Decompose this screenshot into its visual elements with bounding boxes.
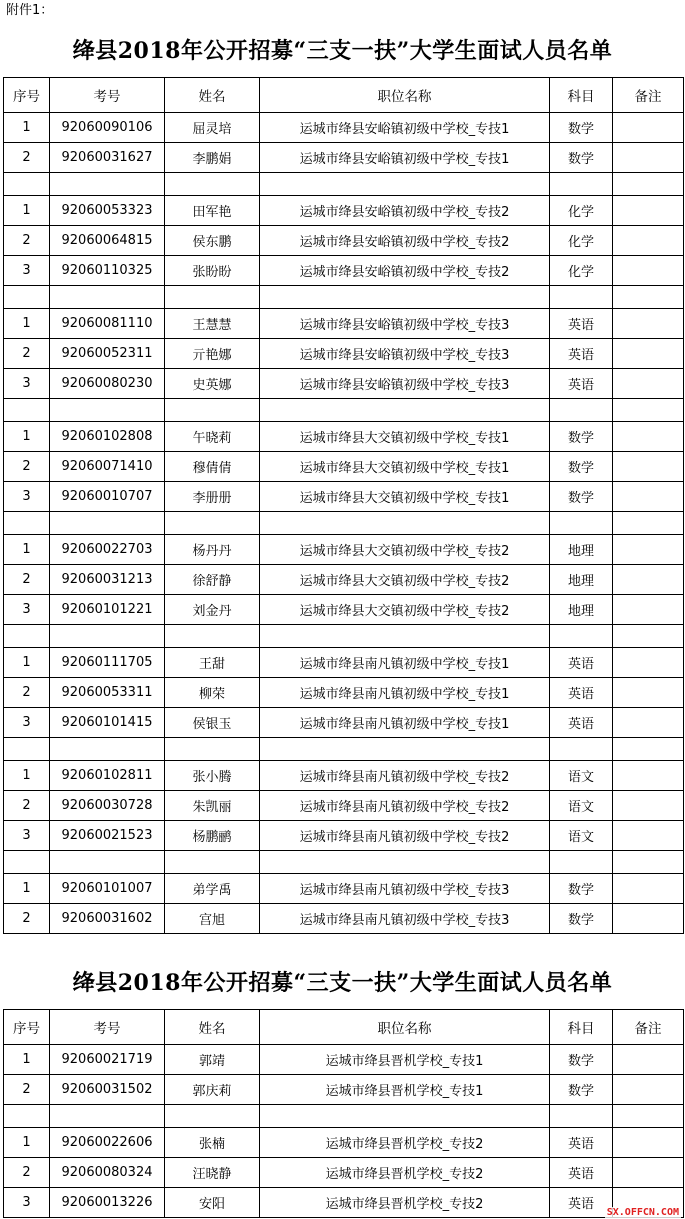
table-row [4, 369, 684, 399]
table-row [4, 1075, 684, 1105]
remarks-cell [613, 1158, 684, 1188]
table-row [4, 761, 684, 791]
seq-cell: 2 [4, 339, 50, 369]
table-row [4, 874, 684, 904]
group-spacer-row [4, 738, 684, 761]
name-cell: 张小腾 [165, 761, 260, 791]
empty-cell [550, 399, 613, 422]
remarks-cell [613, 821, 684, 851]
empty-cell [613, 625, 684, 648]
header-name: 姓名 [165, 1010, 260, 1045]
exam-number-cell: 92060081110 [50, 309, 165, 339]
position-cell: 运城市绛县大交镇初级中学校_专技2 [260, 535, 550, 565]
table-row [4, 196, 684, 226]
empty-cell [50, 1105, 165, 1128]
exam-number-cell: 92060010707 [50, 482, 165, 512]
table-row [4, 1188, 684, 1218]
attachment-label: 附件1： [6, 3, 54, 18]
exam-number-cell: 92060031502 [50, 1075, 165, 1105]
seq-cell: 3 [4, 1188, 50, 1218]
name-cell: 郭靖 [165, 1045, 260, 1075]
subject-cell: 英语 [550, 708, 613, 738]
remarks-cell [613, 452, 684, 482]
empty-cell [550, 851, 613, 874]
position-cell: 运城市绛县安峪镇初级中学校_专技2 [260, 226, 550, 256]
name-cell: 杨丹丹 [165, 535, 260, 565]
exam-number-cell: 92060102808 [50, 422, 165, 452]
group-spacer-row [4, 399, 684, 422]
name-cell: 午晓莉 [165, 422, 260, 452]
subject-cell: 化学 [550, 196, 613, 226]
interview-table-2 [3, 1009, 684, 1218]
empty-cell [613, 1105, 684, 1128]
name-cell: 安阳 [165, 1188, 260, 1218]
remarks-cell [613, 226, 684, 256]
empty-cell [613, 286, 684, 309]
exam-number-cell: 92060080230 [50, 369, 165, 399]
empty-cell [550, 625, 613, 648]
subject-cell: 英语 [550, 339, 613, 369]
subject-cell: 语文 [550, 761, 613, 791]
seq-cell: 2 [4, 791, 50, 821]
header-subject: 科目 [550, 1010, 613, 1045]
group-spacer-row [4, 286, 684, 309]
section-title: 绛县2018年公开招募“三支一扶”大学生面试人员名单 [72, 970, 613, 996]
remarks-cell [613, 143, 684, 173]
empty-cell [50, 851, 165, 874]
seq-cell: 2 [4, 1158, 50, 1188]
exam-number-cell: 92060030728 [50, 791, 165, 821]
header-position: 职位名称 [260, 1010, 550, 1045]
name-cell: 田军艳 [165, 196, 260, 226]
seq-cell: 3 [4, 708, 50, 738]
exam-number-cell: 92060013226 [50, 1188, 165, 1218]
subject-cell: 数学 [550, 143, 613, 173]
group-spacer-row [4, 625, 684, 648]
empty-cell [4, 286, 50, 309]
subject-cell: 语文 [550, 791, 613, 821]
header-position: 职位名称 [260, 78, 550, 113]
empty-cell [613, 738, 684, 761]
position-cell: 运城市绛县南凡镇初级中学校_专技1 [260, 648, 550, 678]
position-cell: 运城市绛县晋机学校_专技2 [260, 1158, 550, 1188]
empty-cell [4, 1105, 50, 1128]
position-cell: 运城市绛县大交镇初级中学校_专技2 [260, 595, 550, 625]
remarks-cell [613, 874, 684, 904]
table-row [4, 143, 684, 173]
remarks-cell [613, 422, 684, 452]
position-cell: 运城市绛县安峪镇初级中学校_专技2 [260, 196, 550, 226]
table-row [4, 482, 684, 512]
exam-number-cell: 92060022703 [50, 535, 165, 565]
empty-cell [50, 625, 165, 648]
header-remarks: 备注 [613, 78, 684, 113]
table-row [4, 1158, 684, 1188]
subject-cell: 语文 [550, 821, 613, 851]
exam-number-cell: 92060071410 [50, 452, 165, 482]
remarks-cell [613, 535, 684, 565]
seq-cell: 2 [4, 452, 50, 482]
empty-cell [4, 512, 50, 535]
subject-cell: 数学 [550, 874, 613, 904]
name-cell: 王慧慧 [165, 309, 260, 339]
position-cell: 运城市绛县南凡镇初级中学校_专技1 [260, 708, 550, 738]
remarks-cell [613, 904, 684, 934]
name-cell: 史英娜 [165, 369, 260, 399]
empty-cell [260, 512, 550, 535]
table-row [4, 535, 684, 565]
position-cell: 运城市绛县安峪镇初级中学校_专技3 [260, 369, 550, 399]
position-cell: 运城市绛县安峪镇初级中学校_专技3 [260, 309, 550, 339]
remarks-cell [613, 196, 684, 226]
seq-cell: 2 [4, 904, 50, 934]
group-spacer-row [4, 512, 684, 535]
name-cell: 徐舒静 [165, 565, 260, 595]
position-cell: 运城市绛县安峪镇初级中学校_专技1 [260, 113, 550, 143]
table-row [4, 256, 684, 286]
empty-cell [260, 286, 550, 309]
exam-number-cell: 92060111705 [50, 648, 165, 678]
empty-cell [550, 512, 613, 535]
position-cell: 运城市绛县大交镇初级中学校_专技1 [260, 422, 550, 452]
watermark: SX.OFFCN.COM [606, 1207, 679, 1218]
remarks-cell [613, 339, 684, 369]
empty-cell [4, 738, 50, 761]
exam-number-cell: 92060053323 [50, 196, 165, 226]
subject-cell: 数学 [550, 113, 613, 143]
table-row [4, 648, 684, 678]
empty-cell [4, 173, 50, 196]
remarks-cell [613, 648, 684, 678]
exam-number-cell: 92060021523 [50, 821, 165, 851]
subject-cell: 化学 [550, 226, 613, 256]
table-row [4, 113, 684, 143]
header-seq: 序号 [4, 78, 50, 113]
empty-cell [550, 1105, 613, 1128]
remarks-cell [613, 1128, 684, 1158]
name-cell: 杨鹏鹂 [165, 821, 260, 851]
table-header-row [4, 78, 684, 113]
empty-cell [613, 851, 684, 874]
subject-cell: 英语 [550, 1188, 613, 1218]
empty-cell [260, 173, 550, 196]
empty-cell [165, 286, 260, 309]
remarks-cell [613, 369, 684, 399]
header-exam-number: 考号 [50, 78, 165, 113]
seq-cell: 3 [4, 595, 50, 625]
seq-cell: 2 [4, 1075, 50, 1105]
name-cell: 弟学禹 [165, 874, 260, 904]
exam-number-cell: 92060101415 [50, 708, 165, 738]
subject-cell: 地理 [550, 595, 613, 625]
seq-cell: 3 [4, 482, 50, 512]
name-cell: 汪晓静 [165, 1158, 260, 1188]
subject-cell: 英语 [550, 309, 613, 339]
empty-cell [550, 738, 613, 761]
seq-cell: 2 [4, 143, 50, 173]
exam-number-cell: 92060110325 [50, 256, 165, 286]
empty-cell [550, 286, 613, 309]
interview-table [3, 77, 684, 934]
seq-cell: 1 [4, 309, 50, 339]
exam-number-cell: 92060031627 [50, 143, 165, 173]
empty-cell [165, 173, 260, 196]
subject-cell: 英语 [550, 648, 613, 678]
position-cell: 运城市绛县安峪镇初级中学校_专技1 [260, 143, 550, 173]
header-exam-number: 考号 [50, 1010, 165, 1045]
name-cell: 柳荣 [165, 678, 260, 708]
name-cell: 王甜 [165, 648, 260, 678]
header-subject: 科目 [550, 78, 613, 113]
position-cell: 运城市绛县南凡镇初级中学校_专技2 [260, 791, 550, 821]
name-cell: 侯东鹏 [165, 226, 260, 256]
empty-cell [165, 399, 260, 422]
subject-cell: 英语 [550, 1158, 613, 1188]
subject-cell: 数学 [550, 1045, 613, 1075]
remarks-cell [613, 708, 684, 738]
position-cell: 运城市绛县大交镇初级中学校_专技1 [260, 452, 550, 482]
remarks-cell [613, 761, 684, 791]
table-row [4, 708, 684, 738]
table-row [4, 452, 684, 482]
position-cell: 运城市绛县晋机学校_专技2 [260, 1128, 550, 1158]
name-cell: 李册册 [165, 482, 260, 512]
table-row [4, 595, 684, 625]
header-name: 姓名 [165, 78, 260, 113]
empty-cell [613, 512, 684, 535]
table-row [4, 339, 684, 369]
name-cell: 亓艳娜 [165, 339, 260, 369]
remarks-cell [613, 565, 684, 595]
table-row [4, 904, 684, 934]
seq-cell: 3 [4, 821, 50, 851]
subject-cell: 数学 [550, 482, 613, 512]
exam-number-cell: 92060052311 [50, 339, 165, 369]
name-cell: 穆倩倩 [165, 452, 260, 482]
subject-cell: 英语 [550, 678, 613, 708]
empty-cell [165, 738, 260, 761]
seq-cell: 1 [4, 113, 50, 143]
position-cell: 运城市绛县晋机学校_专技1 [260, 1045, 550, 1075]
exam-number-cell: 92060022606 [50, 1128, 165, 1158]
position-cell: 运城市绛县南凡镇初级中学校_专技3 [260, 874, 550, 904]
group-spacer-row [4, 1105, 684, 1128]
remarks-cell [613, 1075, 684, 1105]
remarks-cell [613, 309, 684, 339]
subject-cell: 数学 [550, 452, 613, 482]
empty-cell [613, 399, 684, 422]
table-row [4, 226, 684, 256]
remarks-cell [613, 113, 684, 143]
header-remarks: 备注 [613, 1010, 684, 1045]
empty-cell [50, 738, 165, 761]
name-cell: 朱凯丽 [165, 791, 260, 821]
subject-cell: 英语 [550, 1128, 613, 1158]
subject-cell: 英语 [550, 369, 613, 399]
empty-cell [613, 173, 684, 196]
seq-cell: 3 [4, 256, 50, 286]
subject-cell: 化学 [550, 256, 613, 286]
remarks-cell [613, 1045, 684, 1075]
table-row [4, 422, 684, 452]
subject-cell: 地理 [550, 565, 613, 595]
empty-cell [260, 1105, 550, 1128]
remarks-cell [613, 595, 684, 625]
seq-cell: 1 [4, 535, 50, 565]
empty-cell [165, 512, 260, 535]
name-cell: 刘金丹 [165, 595, 260, 625]
table-row [4, 791, 684, 821]
subject-cell: 数学 [550, 422, 613, 452]
remarks-cell [613, 256, 684, 286]
remarks-cell [613, 678, 684, 708]
exam-number-cell: 92060080324 [50, 1158, 165, 1188]
position-cell: 运城市绛县大交镇初级中学校_专技1 [260, 482, 550, 512]
empty-cell [165, 851, 260, 874]
empty-cell [50, 512, 165, 535]
exam-number-cell: 92060053311 [50, 678, 165, 708]
position-cell: 运城市绛县晋机学校_专技1 [260, 1075, 550, 1105]
exam-number-cell: 92060101007 [50, 874, 165, 904]
subject-cell: 地理 [550, 535, 613, 565]
group-spacer-row [4, 173, 684, 196]
group-spacer-row [4, 851, 684, 874]
seq-cell: 3 [4, 369, 50, 399]
name-cell: 郭庆莉 [165, 1075, 260, 1105]
position-cell: 运城市绛县南凡镇初级中学校_专技2 [260, 821, 550, 851]
remarks-cell [613, 791, 684, 821]
exam-number-cell: 92060101221 [50, 595, 165, 625]
empty-cell [4, 851, 50, 874]
empty-cell [165, 625, 260, 648]
remarks-cell [613, 482, 684, 512]
seq-cell: 2 [4, 226, 50, 256]
empty-cell [4, 625, 50, 648]
seq-cell: 2 [4, 678, 50, 708]
seq-cell: 1 [4, 761, 50, 791]
name-cell: 侯银玉 [165, 708, 260, 738]
page-title: 绛县2018年公开招募“三支一扶”大学生面试人员名单 [72, 38, 613, 64]
position-cell: 运城市绛县晋机学校_专技2 [260, 1188, 550, 1218]
exam-number-cell: 92060102811 [50, 761, 165, 791]
position-cell: 运城市绛县安峪镇初级中学校_专技3 [260, 339, 550, 369]
exam-number-cell: 92060031602 [50, 904, 165, 934]
seq-cell: 1 [4, 1045, 50, 1075]
position-cell: 运城市绛县南凡镇初级中学校_专技1 [260, 678, 550, 708]
header-seq: 序号 [4, 1010, 50, 1045]
table-header-row [4, 1010, 684, 1045]
empty-cell [4, 399, 50, 422]
seq-cell: 1 [4, 196, 50, 226]
name-cell: 李鹏娟 [165, 143, 260, 173]
exam-number-cell: 92060064815 [50, 226, 165, 256]
table-row [4, 678, 684, 708]
empty-cell [50, 286, 165, 309]
name-cell: 张楠 [165, 1128, 260, 1158]
empty-cell [260, 738, 550, 761]
seq-cell: 1 [4, 648, 50, 678]
name-cell: 屈灵培 [165, 113, 260, 143]
table-row [4, 309, 684, 339]
position-cell: 运城市绛县南凡镇初级中学校_专技3 [260, 904, 550, 934]
table-row [4, 565, 684, 595]
name-cell: 宫旭 [165, 904, 260, 934]
empty-cell [50, 173, 165, 196]
name-cell: 张盼盼 [165, 256, 260, 286]
seq-cell: 1 [4, 422, 50, 452]
empty-cell [260, 625, 550, 648]
table-row [4, 1045, 684, 1075]
seq-cell: 1 [4, 874, 50, 904]
exam-number-cell: 92060031213 [50, 565, 165, 595]
subject-cell: 数学 [550, 1075, 613, 1105]
position-cell: 运城市绛县南凡镇初级中学校_专技2 [260, 761, 550, 791]
table-row [4, 1128, 684, 1158]
empty-cell [260, 399, 550, 422]
seq-cell: 2 [4, 565, 50, 595]
table-row [4, 821, 684, 851]
seq-cell: 1 [4, 1128, 50, 1158]
subject-cell: 数学 [550, 904, 613, 934]
empty-cell [550, 173, 613, 196]
position-cell: 运城市绛县大交镇初级中学校_专技2 [260, 565, 550, 595]
position-cell: 运城市绛县安峪镇初级中学校_专技2 [260, 256, 550, 286]
empty-cell [260, 851, 550, 874]
exam-number-cell: 92060021719 [50, 1045, 165, 1075]
exam-number-cell: 92060090106 [50, 113, 165, 143]
empty-cell [50, 399, 165, 422]
empty-cell [165, 1105, 260, 1128]
